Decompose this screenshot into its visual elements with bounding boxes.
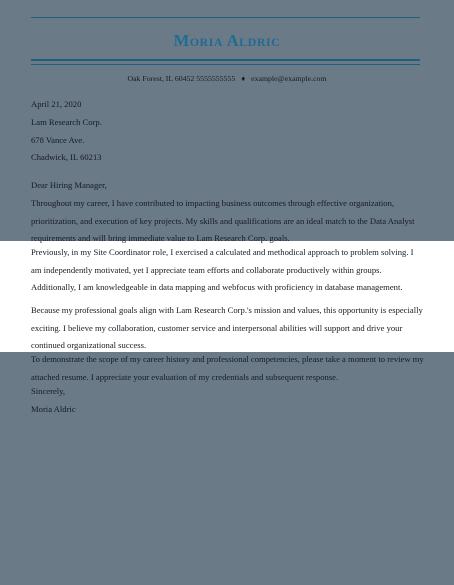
diamond-separator-icon: ♦ [241,74,246,83]
recipient-block [31,114,426,167]
recipient-street: 678 Vance Ave. [31,134,85,145]
paragraph-3: Because my professional goals align with Lam Research Corp.'s mission and values, this opportunity is especially exciting. I believe my collaboration, customer service and interpersonal abilities will support and drive your continued organizational success. [31,305,423,351]
paragraph-1: Throughout my career, I have contributed to impacting business outcomes through effective organization, prioritization, and execution of key projects. My skills and qualifications are an ideal match to the Data Analyst requirements and will bring immediate value to Lam Research Corp. goals. [31,198,415,244]
contact-email: example@example.com [251,74,327,83]
contact-address: Oak Forest, IL 60452 [127,74,195,83]
recipient-company: Lam Research Corp. [31,117,102,127]
salutation: Dear Hiring Manager, [31,180,107,190]
closing-block [31,383,426,418]
paragraph-2: Previously, in my Site Coordinator role, I exercised a calculated and methodical approach to problem solving. I am independently motivated, yet I appreciate team efforts and collaborate productively within groups. Additionally, I am knowledgeable in data mapping and webfocus with proficiency in database management. [31,247,414,293]
paragraph-4: To demonstrate the scope of my career history and professional competencies, please take a moment to review my attached resume. I appreciate your evaluation of my credentials and subsequent response. [31,354,424,382]
contact-line [0,74,454,83]
header-bottom-rule-thin [31,64,420,65]
signature: Moria Aldric [31,403,76,414]
recipient-city: Chadwick, IL 60213 [31,152,102,163]
closing: Sincerely, [31,386,66,396]
applicant-name: Moria Aldric [173,31,281,50]
header-top-rule [31,17,420,18]
header-bottom-rule [31,59,420,61]
letter-date: April 21, 2020 [31,99,82,109]
contact-phone: 5555555555 [196,74,236,83]
